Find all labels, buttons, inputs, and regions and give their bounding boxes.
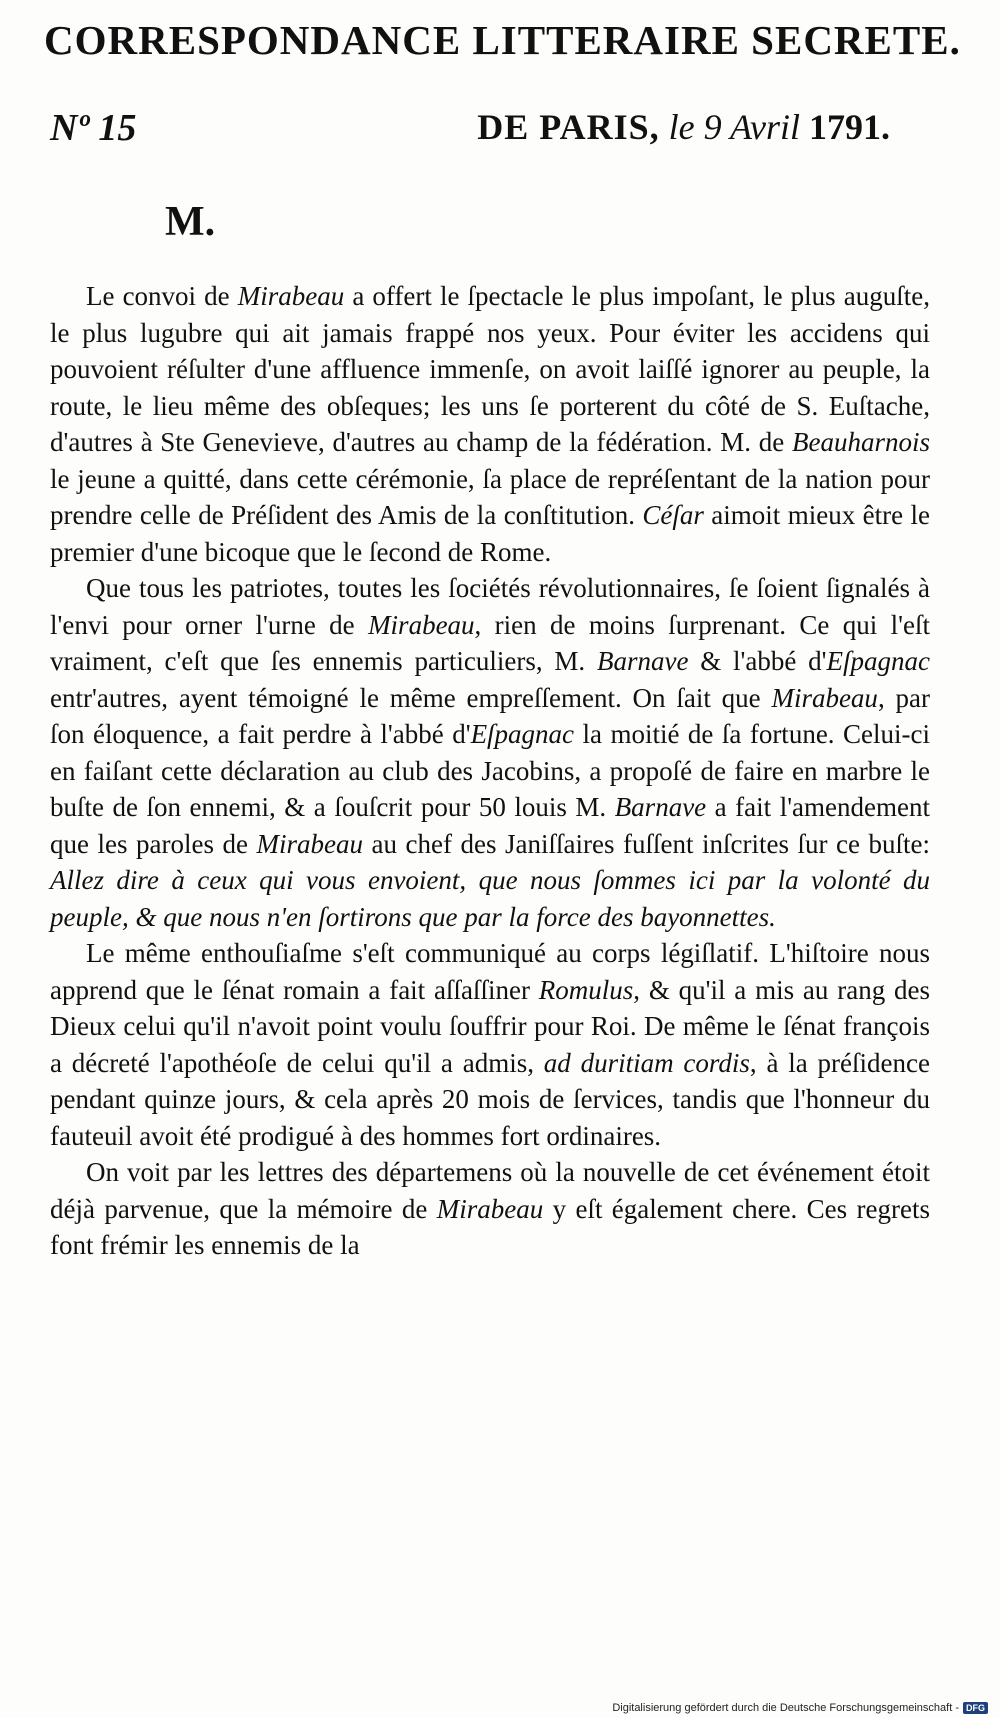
text-run: y eſt également chere. Ces regrets font frémir les ennemis de la [50,1193,930,1260]
dateline [50,106,890,156]
paragraph [50,278,930,570]
date-day-month: 9 Avril [703,107,800,147]
text-run: a fait l'amendement que les paroles de [50,792,930,859]
text-run: Le convoi de [86,281,238,311]
italic-text: ad duritiam cordis [543,1047,750,1078]
credit-text: Digitalisierung gefördert durch die Deutsche Forschungsgemeinschaft - [612,1702,959,1714]
italic-text: Mirabeau [771,682,878,713]
digitization-credit [612,1702,988,1714]
paragraph [50,935,930,1154]
text-run: , & qu'il a mis au rang des Dieux celui qu'il n'avoit point voulu ſouffrir pour Roi. De même le ſénat françois a décreté l'apothéoſe de celui qu'il a admis, [50,974,930,1078]
text-run: , par ſon éloquence, a fait perdre à l'abbé d' [50,682,930,749]
text-run: entr'autres, ayent témoigné le même empreſſement. On ſait que [50,682,772,713]
italic-text: Eſpagnac [826,646,931,676]
text-run: , à la préſidence pendant quinze jours, & cela après 20 mois de ſervices, tandis que l'honneur du fauteuil avoit été prodigué à des hommes fort ordinaires. [50,1047,930,1151]
text-run: On voit par les lettres des départemens où la nouvelle de cet événement étoit déjà parvenue, que la mémoire de [50,1157,930,1224]
text-run: Que tous les patriotes, toutes les ſociétés révolutionnaires, ſe ſoient ſignalés à l'envi pour orner l'urne de [50,573,930,640]
article-body [50,278,930,1264]
city: DE PARIS, [477,107,660,147]
italic-text: Mirabeau [368,609,475,640]
text-run: , rien de moins ſurprenant. Ce qui l'eſt vraiment, c'eſt que ſes ennemis particuliers, M. [50,609,930,676]
dfg-logo: DFG [963,1702,988,1714]
text-run: aimoit mieux être le premier d'une bicoque que le ſecond de Rome. [50,500,930,567]
salutation: M. [165,199,216,245]
italic-text: Eſpagnac [470,719,575,749]
text-run: a offert le ſpectacle le plus impoſant, le plus auguſte, le plus lugubre qui ait jamais frappé nos yeux. Pour éviter les accidens qui pouvoient réſulter d'une affluence immenſe, on avoit laiſſé ignorer au peuple, la route, le lieu même des obſeques; les uns ſe porterent du côté de S. Euſtache, d'autres à Ste Genevieve, d'autres au champ de la fédération. M. de [50,281,930,457]
text-run: au chef des Janiſſaires fuſſent inſcrites ſur ce buſte: [363,828,930,859]
masthead-title: CORRESPONDANCE LITTERAIRE SECRETE. [44,17,961,63]
italic-text: Allez dire à ceux qui vous envoient, que nous ſommes ici par la volonté du peuple, & que nous n'en ſortirons que par la force des bayonnettes. [50,865,930,932]
date-place [477,106,890,148]
issue-number: Nº 15 [50,107,137,149]
text-run: le jeune a quitté, dans cette cérémonie, ſa place de repréſentant de la nation pour prendre celle de Préſident des Amis de la conſtitution. [50,463,930,530]
paragraph [50,570,930,935]
paragraph [50,1154,930,1264]
text-run: la moitié de ſa fortune. Celui-ci en faiſant cette déclaration au club des Jacobins, a propoſé de faire en marbre le buſte de ſon ennemi, & a ſouſcrit pour 50 louis M. [50,719,930,822]
text-run: Le même enthouſiaſme s'eſt communiqué au corps légiſlatif. L'hiſtoire nous apprend que le ſénat romain a fait aſſaſſiner [50,938,930,1005]
italic-text: Mirabeau [436,1193,544,1224]
italic-text: Beauharnois [792,427,930,457]
date-year: 1791. [809,107,890,147]
italic-text: Romulus [538,974,634,1005]
italic-text: Mirabeau [237,281,345,311]
italic-text: Mirabeau [256,828,363,859]
text-run: & l'abbé d' [688,646,827,676]
date-le: le [668,107,695,147]
italic-text: Barnave [614,792,707,822]
italic-text: Barnave [596,646,689,676]
italic-text: Céſar [642,500,704,530]
